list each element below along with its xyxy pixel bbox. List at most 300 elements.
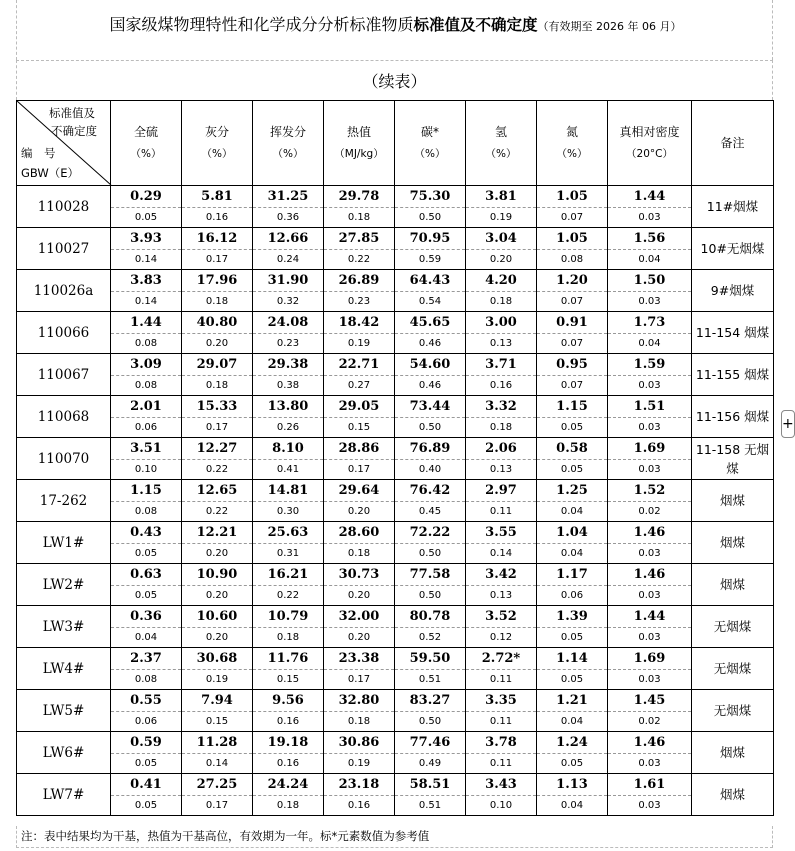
col-header-density: 真相对密度 （20°C） [608,101,692,186]
value-cell [608,312,692,354]
uncertainty-value: 0.13 [489,590,513,601]
value-cell [111,732,182,774]
uncertainty-value: 0.04 [638,338,661,349]
value-cell [182,774,253,816]
standard-value: 3.71 [466,354,536,376]
uncertainty-value: 0.18 [347,548,371,559]
standard-value: 12.65 [182,480,252,502]
value-cell [182,396,253,438]
uncertainty-value: 0.04 [134,632,158,643]
uncertainty-value: 0.11 [489,758,513,769]
value-cell [537,396,608,438]
uncertainty-value: 0.10 [134,464,158,475]
uncertainty-value: 0.22 [205,464,229,475]
standard-value: 0.59 [111,732,181,754]
standard-value: 29.07 [182,354,252,376]
uncertainty-value: 0.16 [276,758,300,769]
value-cell [537,690,608,732]
footnote: 注：表中结果均为干基，热值为干基高位，有效期为一年。标*元素数值为参考值 [16,826,773,848]
value-cell [111,396,182,438]
standard-value: 0.43 [111,522,181,544]
value-cell [182,690,253,732]
value-cell [182,606,253,648]
standard-value: 0.58 [537,438,607,460]
row-note: 烟煤 [692,774,774,816]
uncertainty-value: 0.07 [560,296,584,307]
uncertainty-value: 0.26 [276,422,300,433]
standard-value: 8.10 [253,438,323,460]
table-row [17,186,774,228]
table-row [17,522,774,564]
value-cell [395,438,466,480]
value-cell [537,438,608,480]
uncertainty-value: 0.05 [134,800,158,811]
table-row [17,774,774,816]
uncertainty-value: 0.46 [418,338,442,349]
title-main: 国家级煤物理特性和化学成分分析标准物质 [109,15,414,34]
value-cell [182,312,253,354]
standard-value: 1.14 [537,648,607,670]
standard-value: 1.44 [608,606,691,628]
value-cell [111,312,182,354]
standard-value: 70.95 [395,228,465,250]
uncertainty-value: 0.03 [638,800,661,811]
value-cell [466,354,537,396]
standard-value: 1.56 [608,228,691,250]
standard-value: 0.41 [111,774,181,796]
row-note: 烟煤 [692,732,774,774]
title-bold: 标准值及不确定度 [413,16,538,34]
standard-value: 18.42 [324,312,394,334]
uncertainty-value: 0.03 [638,590,661,601]
standard-value: 1.04 [537,522,607,544]
title-area [16,0,773,60]
diag-label-1: 标准值及 [49,106,95,120]
table-row [17,270,774,312]
uncertainty-value: 0.18 [205,380,229,391]
standard-value: 12.27 [182,438,252,460]
standard-value: 1.15 [111,480,181,502]
standard-value: 1.46 [608,732,691,754]
value-cell [111,522,182,564]
col-header-ash: 灰分 （%） [182,101,253,186]
standard-value: 15.33 [182,396,252,418]
uncertainty-value: 0.07 [560,338,584,349]
standard-value: 32.00 [324,606,394,628]
standard-value: 1.20 [537,270,607,292]
standard-value: 14.81 [253,480,323,502]
standard-value: 2.01 [111,396,181,418]
uncertainty-value: 0.03 [638,422,661,433]
row-note: 无烟煤 [692,606,774,648]
value-cell [466,522,537,564]
uncertainty-value: 0.23 [276,338,300,349]
uncertainty-value: 0.05 [560,758,584,769]
standard-value: 30.86 [324,732,394,754]
value-cell [608,774,692,816]
col-header-carbon: 碳* （%） [395,101,466,186]
uncertainty-value: 0.04 [560,548,584,559]
table-row [17,480,774,522]
uncertainty-value: 0.20 [489,254,513,265]
standard-value: 73.44 [395,396,465,418]
standard-value: 1.51 [608,396,691,418]
uncertainty-value: 0.18 [347,716,371,727]
uncertainty-value: 0.18 [276,632,300,643]
value-cell [253,564,324,606]
row-code: LW3# [17,606,111,648]
col-header-hydrogen: 氢 （%） [466,101,537,186]
standard-value: 16.12 [182,228,252,250]
standard-value: 3.81 [466,186,536,208]
value-cell [324,354,395,396]
standard-value: 76.89 [395,438,465,460]
standard-value: 3.78 [466,732,536,754]
uncertainty-value: 0.04 [638,254,661,265]
standard-value: 12.66 [253,228,323,250]
value-cell [324,564,395,606]
standard-value: 22.71 [324,354,394,376]
uncertainty-value: 0.11 [489,674,513,685]
standard-value: 16.21 [253,564,323,586]
value-cell [466,606,537,648]
uncertainty-value: 0.03 [638,674,661,685]
standard-value: 0.36 [111,606,181,628]
row-code: LW7# [17,774,111,816]
value-cell [253,480,324,522]
value-cell [253,774,324,816]
value-cell [537,564,608,606]
value-cell [324,396,395,438]
uncertainty-value: 0.16 [205,212,229,223]
standard-value: 1.05 [537,186,607,208]
value-cell [324,690,395,732]
standard-value: 11.28 [182,732,252,754]
header-row [17,101,774,186]
uncertainty-value: 0.03 [638,548,661,559]
value-cell [537,228,608,270]
uncertainty-value: 0.46 [418,380,442,391]
value-cell [182,270,253,312]
value-cell [466,438,537,480]
uncertainty-value: 0.19 [205,674,229,685]
uncertainty-value: 0.06 [134,422,158,433]
standard-value: 3.42 [466,564,536,586]
uncertainty-value: 0.54 [418,296,442,307]
row-note: 11#烟煤 [692,186,774,228]
standard-value: 77.46 [395,732,465,754]
value-cell [466,396,537,438]
standard-value: 3.04 [466,228,536,250]
standard-value: 75.30 [395,186,465,208]
uncertainty-value: 0.27 [347,380,371,391]
standard-value: 1.59 [608,354,691,376]
value-cell [608,690,692,732]
uncertainty-value: 0.20 [347,506,371,517]
standard-value: 5.81 [182,186,252,208]
uncertainty-value: 0.50 [418,212,442,223]
col-header-sulfur: 全硫 （%） [111,101,182,186]
standard-value: 2.72* [466,648,536,670]
standard-value: 1.21 [537,690,607,712]
standard-value: 3.52 [466,606,536,628]
uncertainty-value: 0.20 [347,590,371,601]
uncertainty-value: 0.19 [347,338,371,349]
value-cell [466,648,537,690]
expand-button[interactable]: + [781,410,795,438]
uncertainty-value: 0.14 [134,254,158,265]
standard-value: 28.60 [324,522,394,544]
value-cell [182,564,253,606]
standard-values-table [16,100,774,816]
value-cell [608,480,692,522]
col-header-calorific: 热值 （MJ/kg） [324,101,395,186]
value-cell [395,186,466,228]
standard-value: 0.55 [111,690,181,712]
standard-value: 4.20 [466,270,536,292]
row-code: 110067 [17,354,111,396]
uncertainty-value: 0.02 [638,716,661,727]
uncertainty-value: 0.40 [418,464,442,475]
standard-value: 7.94 [182,690,252,712]
standard-value: 1.25 [537,480,607,502]
standard-value: 29.05 [324,396,394,418]
uncertainty-value: 0.41 [276,464,300,475]
standard-value: 1.50 [608,270,691,292]
value-cell [395,732,466,774]
uncertainty-value: 0.13 [489,338,513,349]
value-cell [324,606,395,648]
uncertainty-value: 0.20 [205,632,229,643]
row-note: 11-154 烟煤 [692,312,774,354]
value-cell [466,186,537,228]
value-cell [608,270,692,312]
value-cell [253,186,324,228]
value-cell [253,522,324,564]
standard-value: 1.61 [608,774,691,796]
uncertainty-value: 0.08 [134,338,158,349]
value-cell [324,732,395,774]
standard-value: 80.78 [395,606,465,628]
uncertainty-value: 0.19 [489,212,513,223]
standard-value: 3.09 [111,354,181,376]
standard-value: 0.91 [537,312,607,334]
standard-value: 29.38 [253,354,323,376]
standard-value: 30.73 [324,564,394,586]
col-header-volatile: 挥发分 （%） [253,101,324,186]
uncertainty-value: 0.18 [205,296,229,307]
uncertainty-value: 0.51 [418,800,442,811]
uncertainty-value: 0.03 [638,632,661,643]
uncertainty-value: 0.51 [418,674,442,685]
row-note: 11-155 烟煤 [692,354,774,396]
standard-value: 11.76 [253,648,323,670]
table-row [17,690,774,732]
value-cell [537,480,608,522]
value-cell [111,270,182,312]
uncertainty-value: 0.03 [638,380,661,391]
standard-value: 1.46 [608,522,691,544]
row-code: LW1# [17,522,111,564]
value-cell [182,732,253,774]
uncertainty-value: 0.50 [418,716,442,727]
standard-value: 40.80 [182,312,252,334]
table-row [17,396,774,438]
value-cell [537,270,608,312]
uncertainty-value: 0.17 [205,422,229,433]
row-code: LW6# [17,732,111,774]
value-cell [111,186,182,228]
standard-value: 17.96 [182,270,252,292]
table-row [17,438,774,480]
uncertainty-value: 0.18 [489,422,513,433]
value-cell [608,438,692,480]
uncertainty-value: 0.31 [276,548,300,559]
standard-value: 23.38 [324,648,394,670]
value-cell [324,522,395,564]
value-cell [537,732,608,774]
row-note: 无烟煤 [692,648,774,690]
value-cell [253,354,324,396]
uncertainty-value: 0.18 [489,296,513,307]
uncertainty-value: 0.22 [276,590,300,601]
value-cell [466,270,537,312]
uncertainty-value: 0.05 [560,464,584,475]
uncertainty-value: 0.18 [276,800,300,811]
value-cell [395,480,466,522]
standard-value: 76.42 [395,480,465,502]
value-cell [537,354,608,396]
col-header-note: 备注 [692,101,774,186]
diagonal-header-cell [17,101,111,186]
standard-value: 2.37 [111,648,181,670]
value-cell [608,732,692,774]
uncertainty-value: 0.05 [134,548,158,559]
row-code: 110027 [17,228,111,270]
standard-value: 29.64 [324,480,394,502]
uncertainty-value: 0.14 [489,548,513,559]
row-note: 烟煤 [692,564,774,606]
standard-value: 0.95 [537,354,607,376]
value-cell [466,732,537,774]
table-row [17,648,774,690]
uncertainty-value: 0.15 [276,674,300,685]
uncertainty-value: 0.12 [489,632,513,643]
row-note: 烟煤 [692,522,774,564]
standard-value: 72.22 [395,522,465,544]
row-note: 10#无烟煤 [692,228,774,270]
table-row [17,354,774,396]
row-code: LW2# [17,564,111,606]
standard-value: 26.89 [324,270,394,292]
table-row [17,564,774,606]
uncertainty-value: 0.22 [205,506,229,517]
value-cell [537,774,608,816]
uncertainty-value: 0.24 [276,254,300,265]
value-cell [395,522,466,564]
row-code: 110066 [17,312,111,354]
uncertainty-value: 0.17 [205,254,229,265]
value-cell [324,228,395,270]
uncertainty-value: 0.23 [347,296,371,307]
standard-value: 83.27 [395,690,465,712]
uncertainty-value: 0.05 [134,212,158,223]
value-cell [182,522,253,564]
value-cell [182,228,253,270]
uncertainty-value: 0.14 [134,296,158,307]
standard-value: 3.35 [466,690,536,712]
document-title [17,12,774,35]
standard-value: 10.90 [182,564,252,586]
uncertainty-value: 0.49 [418,758,442,769]
uncertainty-value: 0.06 [134,716,158,727]
value-cell [466,690,537,732]
standard-value: 1.05 [537,228,607,250]
uncertainty-value: 0.08 [560,254,584,265]
uncertainty-value: 0.13 [489,464,513,475]
diag-label-3: 编 号 [21,146,56,160]
standard-value: 1.69 [608,648,691,670]
value-cell [537,186,608,228]
value-cell [608,354,692,396]
value-cell [537,648,608,690]
standard-value: 28.86 [324,438,394,460]
uncertainty-value: 0.20 [205,590,229,601]
row-code: LW4# [17,648,111,690]
continued-area [16,60,773,100]
row-code: 110068 [17,396,111,438]
value-cell [111,648,182,690]
standard-value: 58.51 [395,774,465,796]
uncertainty-value: 0.18 [347,212,371,223]
value-cell [182,438,253,480]
uncertainty-value: 0.04 [560,506,584,517]
standard-value: 54.60 [395,354,465,376]
value-cell [253,690,324,732]
uncertainty-value: 0.15 [205,716,229,727]
uncertainty-value: 0.36 [276,212,300,223]
value-cell [395,606,466,648]
value-cell [324,186,395,228]
value-cell [537,312,608,354]
value-cell [395,774,466,816]
value-cell [253,732,324,774]
value-cell [111,438,182,480]
standard-value: 3.93 [111,228,181,250]
row-code: LW5# [17,690,111,732]
title-validity: （有效期至 2026 年 06 月） [537,20,682,33]
standard-value: 59.50 [395,648,465,670]
uncertainty-value: 0.59 [418,254,442,265]
uncertainty-value: 0.11 [489,716,513,727]
standard-value: 1.39 [537,606,607,628]
uncertainty-value: 0.15 [347,422,371,433]
value-cell [608,228,692,270]
value-cell [395,228,466,270]
standard-value: 31.25 [253,186,323,208]
standard-value: 1.73 [608,312,691,334]
table-row [17,312,774,354]
value-cell [537,522,608,564]
value-cell [182,480,253,522]
uncertainty-value: 0.05 [134,758,158,769]
table-body [17,186,774,816]
diag-label-2: 不确定度 [51,124,97,138]
value-cell [253,606,324,648]
value-cell [253,270,324,312]
uncertainty-value: 0.02 [638,506,661,517]
standard-value: 1.46 [608,564,691,586]
